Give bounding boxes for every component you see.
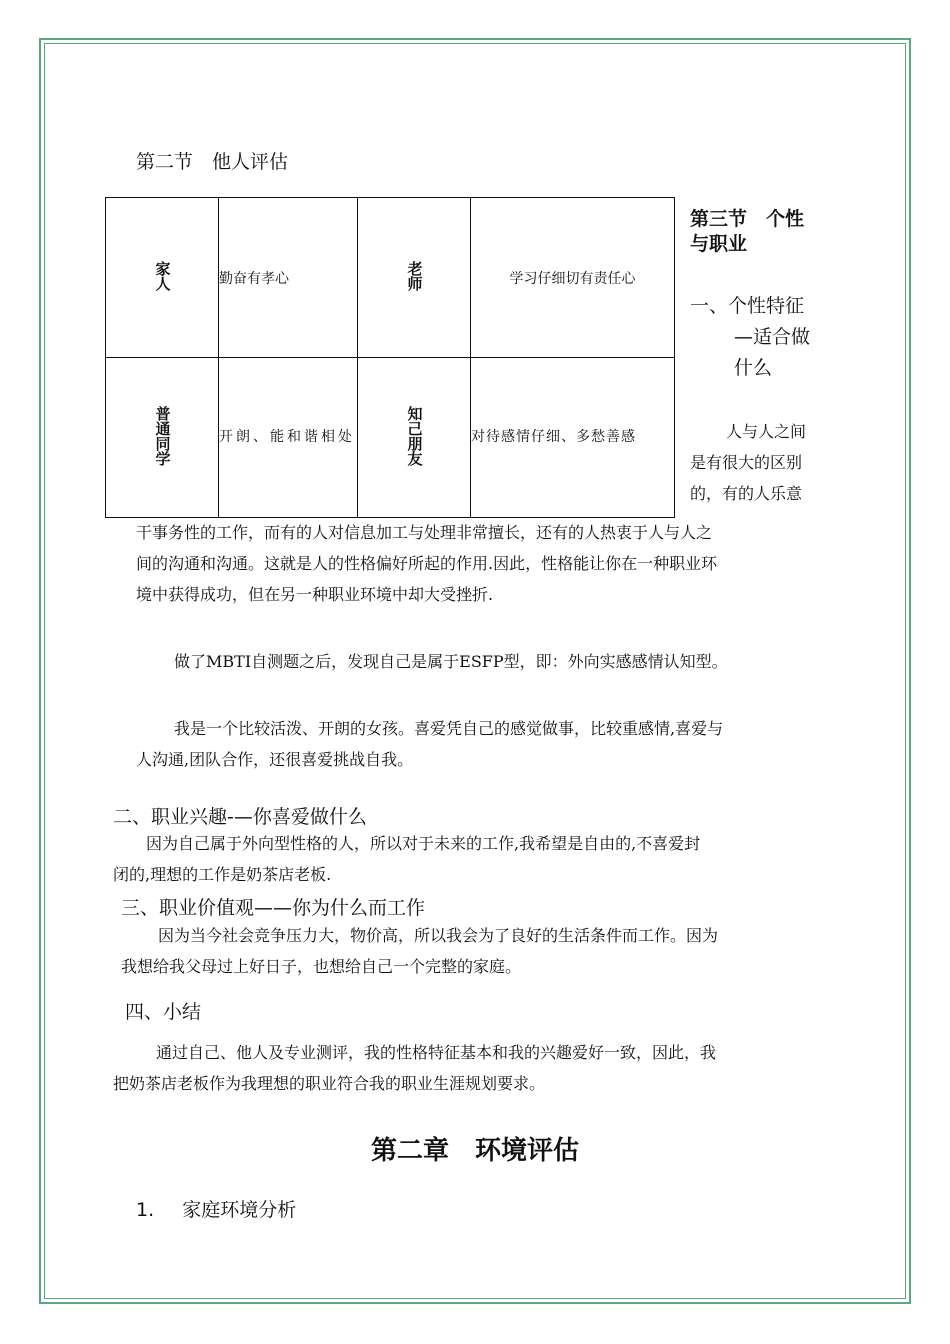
paragraph-line: 闭的,理想的工作是奶茶店老板. [113,865,332,884]
section3-title-line1: 第三节 个性 [690,208,805,230]
paragraph-line: 我是一个比较活泼、开朗的女孩。喜爱凭自己的感觉做事，比较重感情,喜爱与 [174,719,724,738]
paragraph-line: 境中获得成功，但在另一种职业环境中却大受挫折. [136,585,494,604]
section3-title-line2: 与职业 [690,233,748,255]
paragraph-self-description [136,713,846,775]
section3-column [690,207,840,509]
chapter-title: 第二章 环境评估 [370,1136,579,1166]
value-family: 勤奋有孝心 [219,198,358,358]
list-item-text: 家庭环境分析 [182,1199,297,1221]
paragraph-line: 因为自己属于外向型性格的人，所以对于未来的工作,我希望是自由的,不喜爱封 [146,834,701,853]
section3-sub-line1: 一、个性特征 [690,295,805,317]
paragraph-line: 因为当今社会竞争压力大，物价高，所以我会为了良好的生活条件而工作。因为 [158,926,719,945]
paragraph-career-values [121,920,846,982]
table-row [106,358,675,518]
heading-career-values: 三、职业价值观——你为什么而工作 [121,897,426,919]
section3-body-line2: 是有很大的区别 [690,453,803,472]
section2-title: 第二节 他人评估 [136,151,289,173]
heading-career-interest: 二、职业兴趣-—你喜爱做什么 [113,806,367,828]
paragraph-summary [113,1037,843,1099]
evaluation-table [105,197,675,518]
label-teacher: 老师 [358,198,471,358]
paragraph-line: 间的沟通和沟通。这就是人的性格偏好所起的作用.因此，性格能让你在一种职业环 [136,554,718,573]
heading-summary: 四、小结 [125,1001,202,1023]
section3-sub-line2: —适合做 [734,326,811,348]
list-item [136,1195,296,1222]
paragraph-personality [136,517,846,610]
paragraph-line: 干事务性的工作，而有的人对信息加工与处理非常擅长，还有的人热衷于人与人之 [136,523,713,542]
paragraph-line: 我想给我父母过上好日子，也想给自己一个完整的家庭。 [121,957,522,976]
label-close-friends: 知己朋友 [358,358,471,518]
list-item-number: 1. [136,1199,155,1221]
label-classmates: 普通同学 [106,358,219,518]
paragraph-mbti: 做了MBTI自测题之后，发现自己是属于ESFP型，即：外向实感感情认知型。 [174,652,728,671]
value-close-friends: 对待感情仔细、多愁善感 [471,358,675,518]
value-classmates: 开朗、能和谐相处 [219,358,358,518]
section3-sub-line3: 什么 [734,357,773,379]
value-teacher: 学习仔细切有责任心 [471,198,675,358]
label-family: 家人 [106,198,219,358]
paragraph-line: 把奶茶店老板作为我理想的职业符合我的职业生涯规划要求。 [113,1074,546,1093]
paragraph-line: 通过自己、他人及专业测评，我的性格特征基本和我的兴趣爱好一致，因此，我 [156,1043,717,1062]
section3-body-line3: 的，有的人乐意 [690,484,803,503]
paragraph-career-interest [113,828,843,890]
section3-body-line1: 人与人之间 [726,422,807,441]
paragraph-line: 人沟通,团队合作，还很喜爱挑战自我。 [136,750,414,769]
table-row [106,198,675,358]
